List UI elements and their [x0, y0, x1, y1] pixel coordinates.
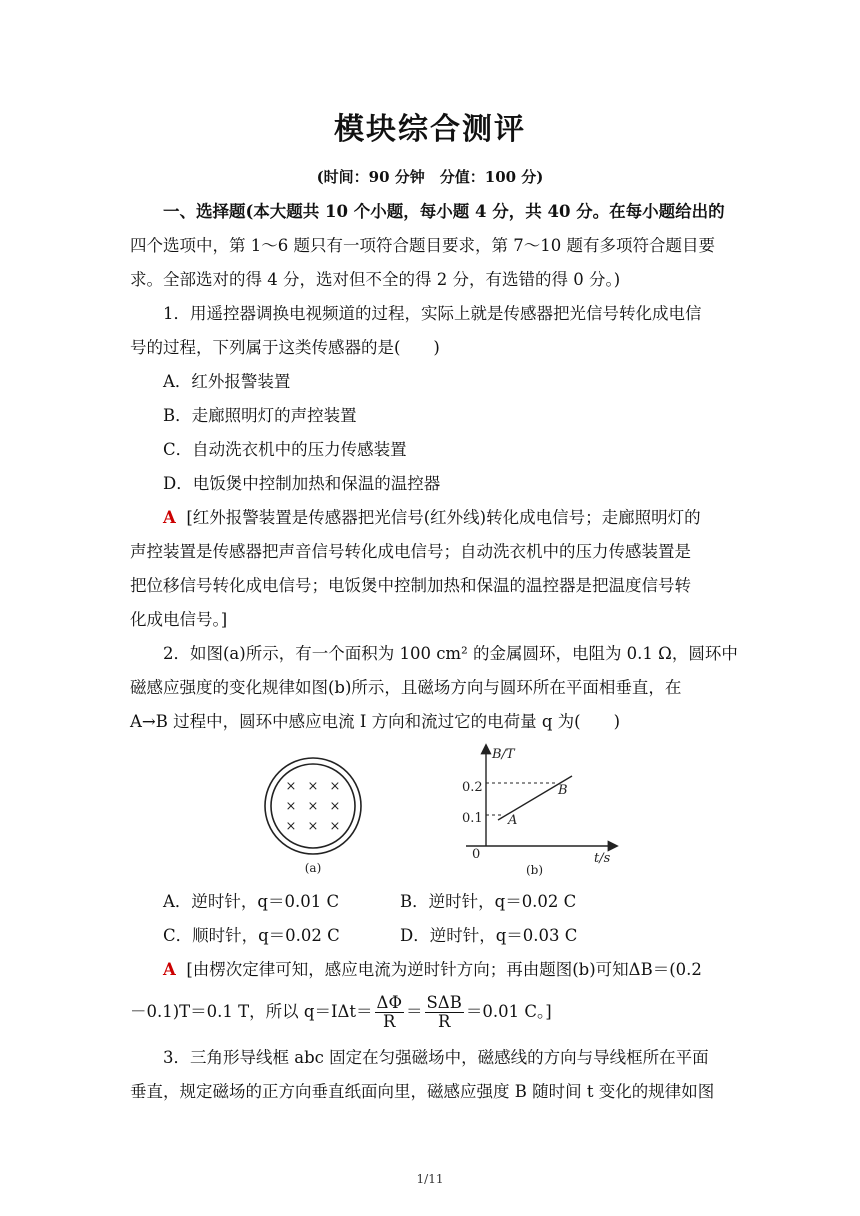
fraction-delta-phi-over-r	[375, 994, 404, 1031]
q2-option-d: D．逆时针，q＝0.03 C	[400, 926, 578, 945]
q2-stem: 磁感应强度的变化规律如图(b)所示，且磁场方向与圆环所在平面相垂直，在	[130, 678, 682, 697]
fraction-numerator: ΔΦ	[376, 993, 402, 1012]
q3-stem: 3．三角形导线框 abc 固定在匀强磁场中，磁感线的方向与导线框所在平面	[163, 1048, 709, 1067]
q1-explanation-text: [红外报警装置是传感器把光信号(红外线)转化成电信号；走廊照明灯的	[186, 508, 701, 527]
q1-explanation-text: 声控装置是传感器把声音信号转化成电信号；自动洗衣机中的压力传感装置是	[130, 542, 691, 561]
point-a-label: A	[508, 813, 518, 828]
q2-explanation-text: －0.1)T＝0.1 T，所以 q＝IΔt＝	[130, 1002, 373, 1021]
field-cross-mark: ×	[329, 799, 341, 814]
tick-label-high: 0.2	[462, 780, 483, 795]
field-cross-mark: ×	[285, 779, 297, 794]
q2-stem: A→B 过程中，圆环中感应电流 I 方向和流过它的电荷量 q 为( )	[130, 712, 621, 731]
origin-label: 0	[472, 847, 481, 862]
page-subtitle: (时间：90 分钟 分值：100 分)	[316, 168, 544, 186]
field-cross-mark: ×	[307, 779, 319, 794]
q2-explanation-text: [由楞次定律可知，感应电流为逆时针方向；再由题图(b)可知ΔB＝(0.2	[186, 960, 702, 979]
field-cross-mark: ×	[285, 819, 297, 834]
field-cross-mark: ×	[285, 799, 297, 814]
point-b-label: B	[558, 783, 568, 798]
section-line: 四个选项中，第 1～6 题只有一项符合题目要求，第 7～10 题有多项符合题目要	[130, 236, 715, 255]
q1-stem: 号的过程，下列属于这类传感器的是( )	[130, 338, 440, 357]
q1-option-c: C．自动洗衣机中的压力传感装置	[163, 440, 407, 459]
q1-option-a: A．红外报警装置	[163, 372, 291, 391]
q2-stem: 2．如图(a)所示，有一个面积为 100 cm² 的金属圆环，电阻为 0.1 Ω，圆环中	[163, 644, 738, 663]
q1-explanation-text: 化成电信号。]	[130, 610, 228, 629]
fraction-s-delta-b-over-r	[425, 994, 464, 1031]
q1-answer: A	[163, 508, 176, 527]
q2-option-a: A．逆时针，q＝0.01 C	[163, 892, 340, 911]
q2-option-b: B．逆时针，q＝0.02 C	[400, 892, 577, 911]
page-number: 1/11	[416, 1172, 444, 1186]
q2-answer: A	[163, 960, 176, 979]
figure-b-label: (b)	[526, 863, 544, 877]
q1-explanation	[163, 506, 743, 530]
field-cross-mark: ×	[329, 779, 341, 794]
q2-explanation-text: ＝0.01 C。]	[465, 1002, 552, 1021]
section-line: 一、选择题(本大题共 10 个小题，每小题 4 分，共 40 分。在每小题给出的	[163, 202, 725, 221]
q2-explanation	[163, 958, 743, 982]
figure-b-graph	[456, 738, 626, 878]
q1-option-d: D．电饭煲中控制加热和保温的温控器	[163, 474, 441, 493]
field-cross-mark: ×	[307, 799, 319, 814]
fraction-numerator: SΔB	[426, 993, 462, 1012]
tick-label-low: 0.1	[462, 811, 483, 826]
y-axis-label: B/T	[492, 747, 515, 762]
equals-sign: ＝	[406, 1002, 423, 1021]
section-line: 求。全部选对的得 4 分，选对但不全的得 2 分，有选错的得 0 分。)	[130, 270, 621, 289]
figure-a-label: (a)	[304, 861, 322, 875]
page-title: 模块综合测评	[334, 112, 526, 147]
q1-option-b: B．走廊照明灯的声控装置	[163, 406, 357, 425]
fraction-denominator: R	[437, 1012, 451, 1031]
q3-stem: 垂直，规定磁场的正方向垂直纸面向里，磁感应强度 B 随时间 t 变化的规律如图	[130, 1082, 715, 1101]
q1-stem: 1．用遥控器调换电视频道的过程，实际上就是传感器把光信号转化成电信	[163, 304, 702, 323]
q1-explanation-text: 把位移信号转化成电信号；电饭煲中控制加热和保温的温控器是把温度信号转	[130, 576, 691, 595]
field-cross-mark: ×	[329, 819, 341, 834]
figure-a-ring	[260, 754, 370, 878]
fraction-denominator: R	[383, 1012, 396, 1031]
x-axis-label: t/s	[594, 851, 611, 866]
q2-option-c: C．顺时针，q＝0.02 C	[163, 926, 340, 945]
q2-explanation-formula	[130, 992, 740, 1036]
field-cross-mark: ×	[307, 819, 319, 834]
